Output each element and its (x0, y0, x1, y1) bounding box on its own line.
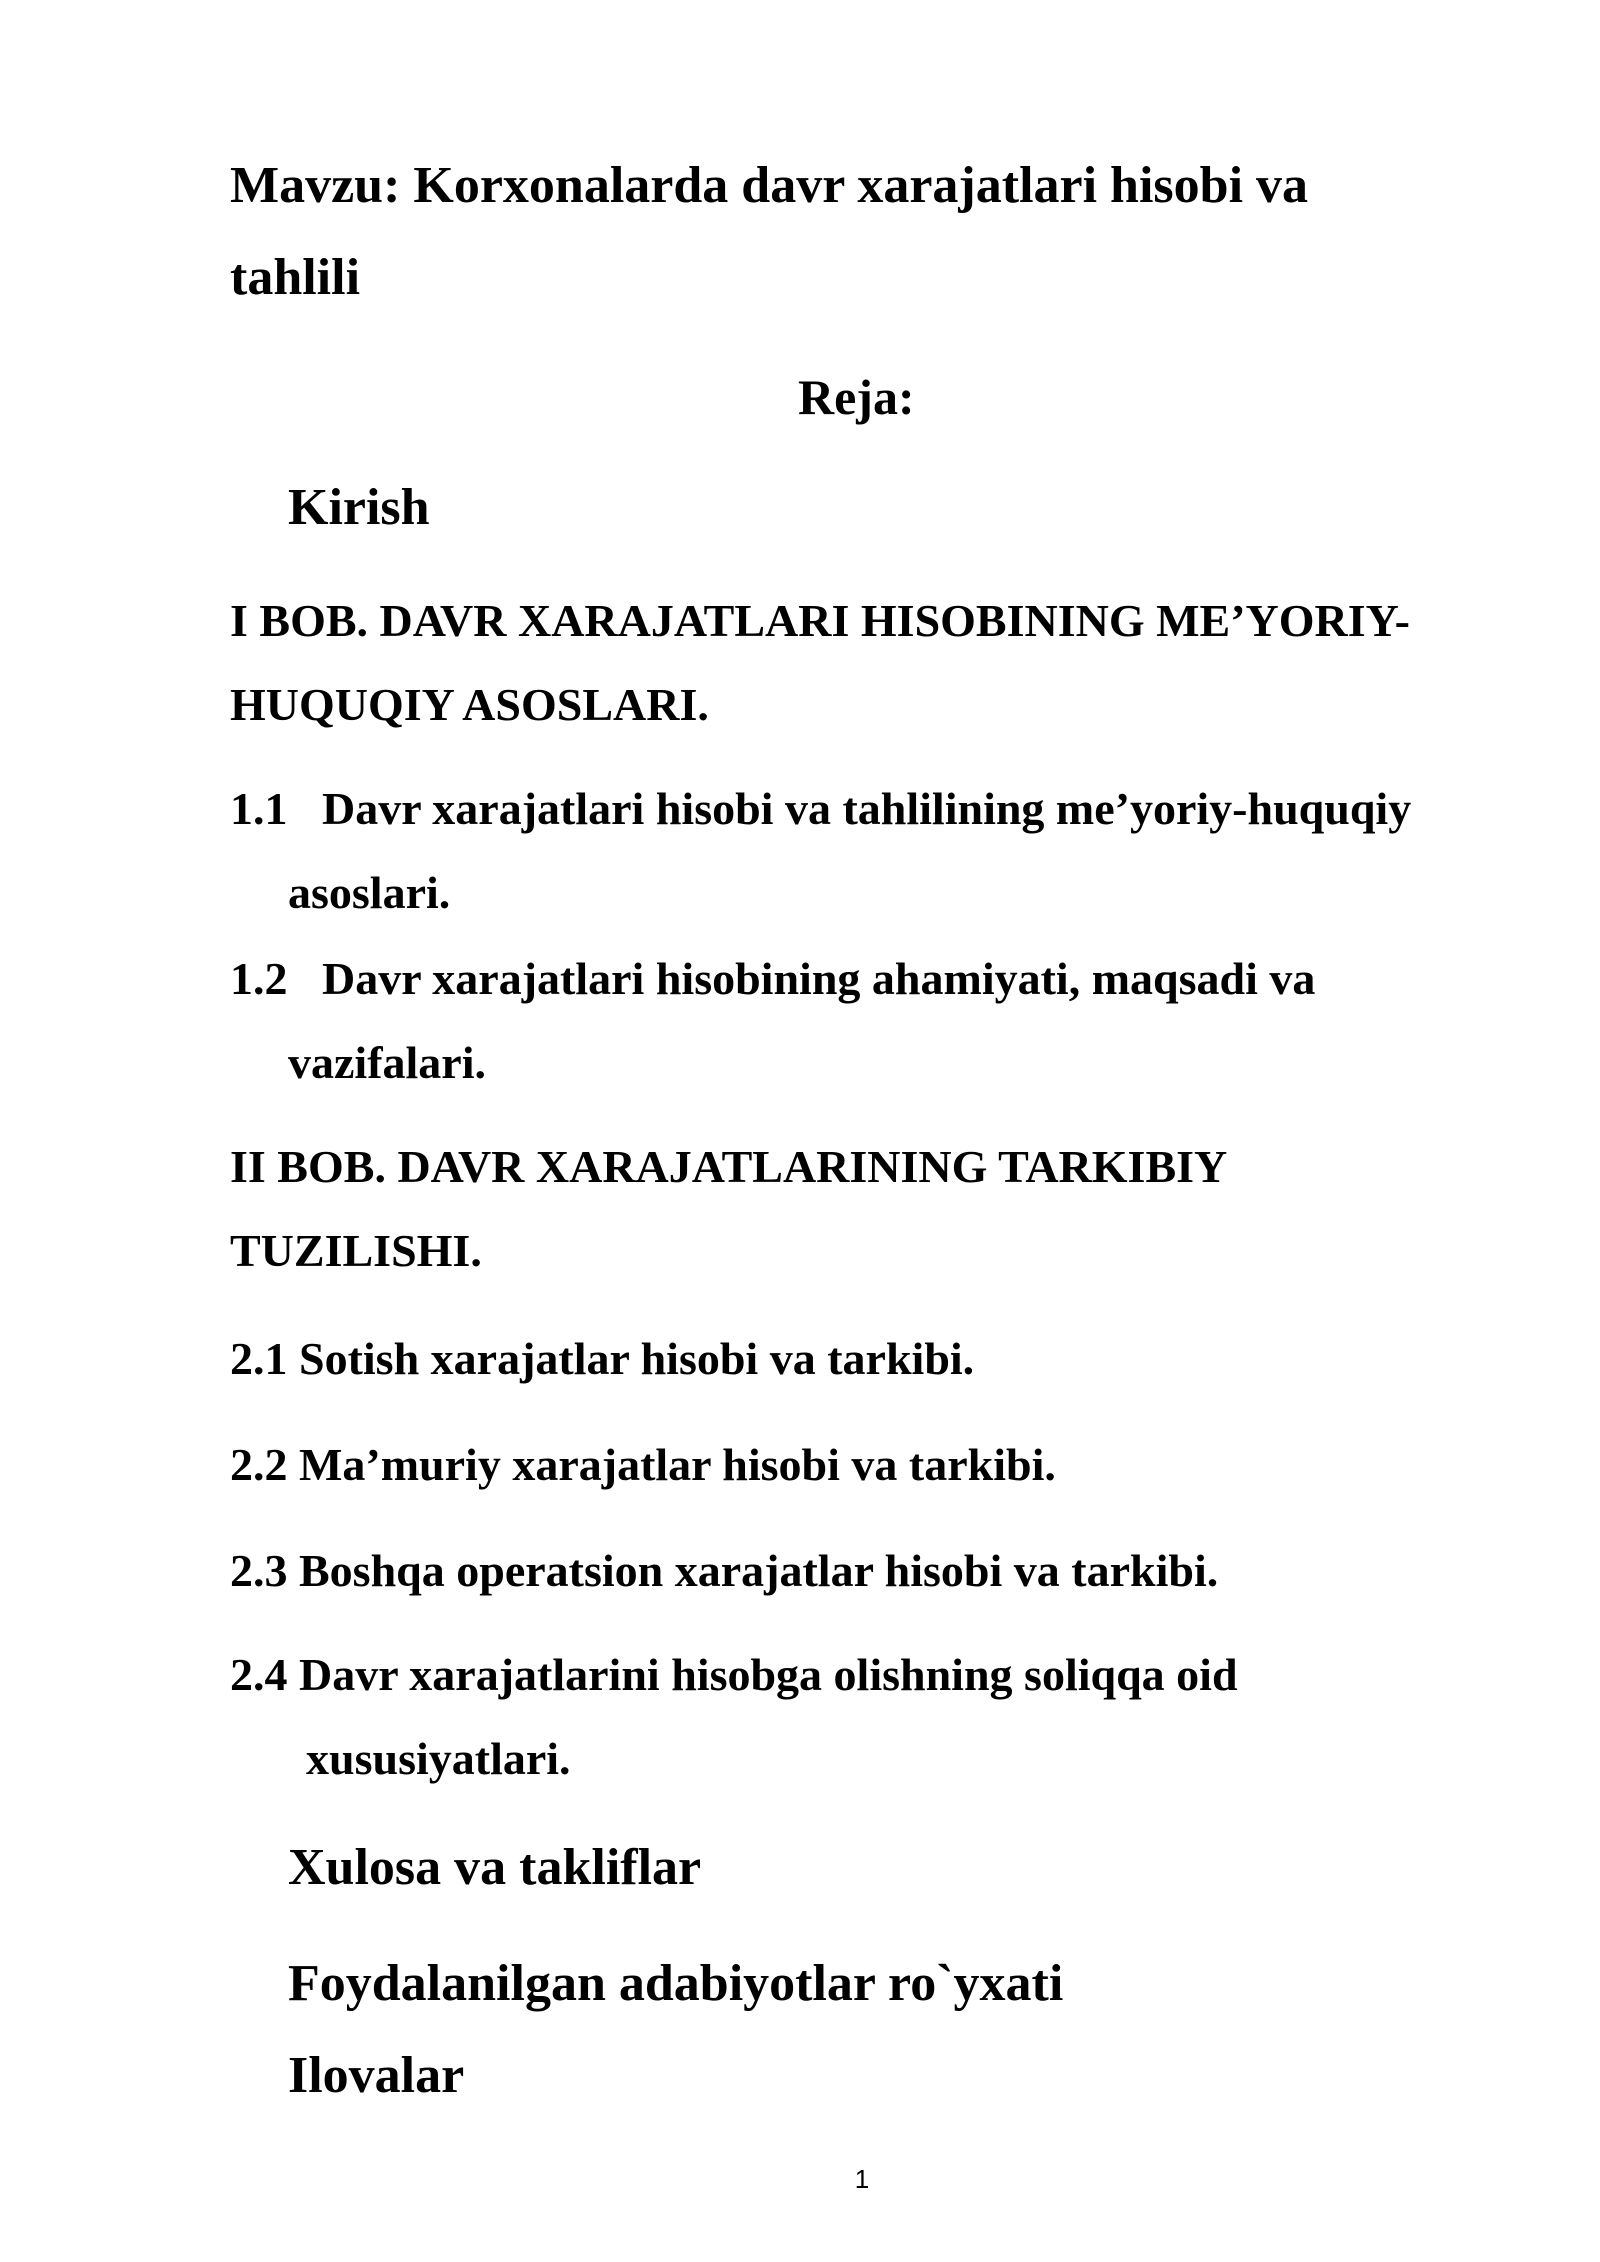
document-title-line1: Mavzu: Korxonalarda davr xarajatlari hisobi va (230, 157, 1309, 214)
appendices-heading: Ilovalar (288, 2047, 465, 2104)
chapter1-title-line2: HUQUQIY ASOSLARI. (230, 679, 709, 730)
section-2-2: 2.2 Ma’muriy xarajatlar hisobi va tarkibi. (230, 1439, 1056, 1490)
chapter2-title-line1: II BOB. DAVR XARAJATLARINING TARKIBIY (230, 1141, 1228, 1192)
section-1-1-line2: asoslari. (288, 867, 451, 918)
section-2-1: 2.1 Sotish xarajatlar hisobi va tarkibi. (230, 1333, 975, 1384)
section-1-1-line1: 1.1 Davr xarajatlari hisobi va tahlilining me’yoriy-huquqiy (230, 783, 1412, 834)
intro-heading: Kirish (288, 479, 430, 536)
section-1-2-line2: vazifalari. (288, 1037, 486, 1088)
references-heading: Foydalanilgan adabiyotlar ro`yxati (288, 1955, 1064, 2012)
page-number: 1 (854, 2164, 870, 2194)
section-2-4-line2: xususiyatlari. (306, 1733, 571, 1784)
chapter2-title-line2: TUZILISHI. (230, 1225, 482, 1276)
section-2-4-line1: 2.4 Davr xarajatlarini hisobga olishning soliqqa oid (230, 1649, 1238, 1700)
document-title-line2: tahlili (230, 249, 361, 306)
section-2-3: 2.3 Boshqa operatsion xarajatlar hisobi va tarkibi. (230, 1545, 1219, 1596)
section-1-2-line1: 1.2 Davr xarajatlari hisobining ahamiyati, maqsadi va (230, 953, 1316, 1004)
chapter1-title-line1: I BOB. DAVR XARAJATLARI HISOBINING ME’YORIY- (230, 595, 1410, 646)
conclusion-heading: Xulosa va takliflar (288, 1839, 702, 1896)
plan-heading: Reja: (798, 369, 915, 425)
